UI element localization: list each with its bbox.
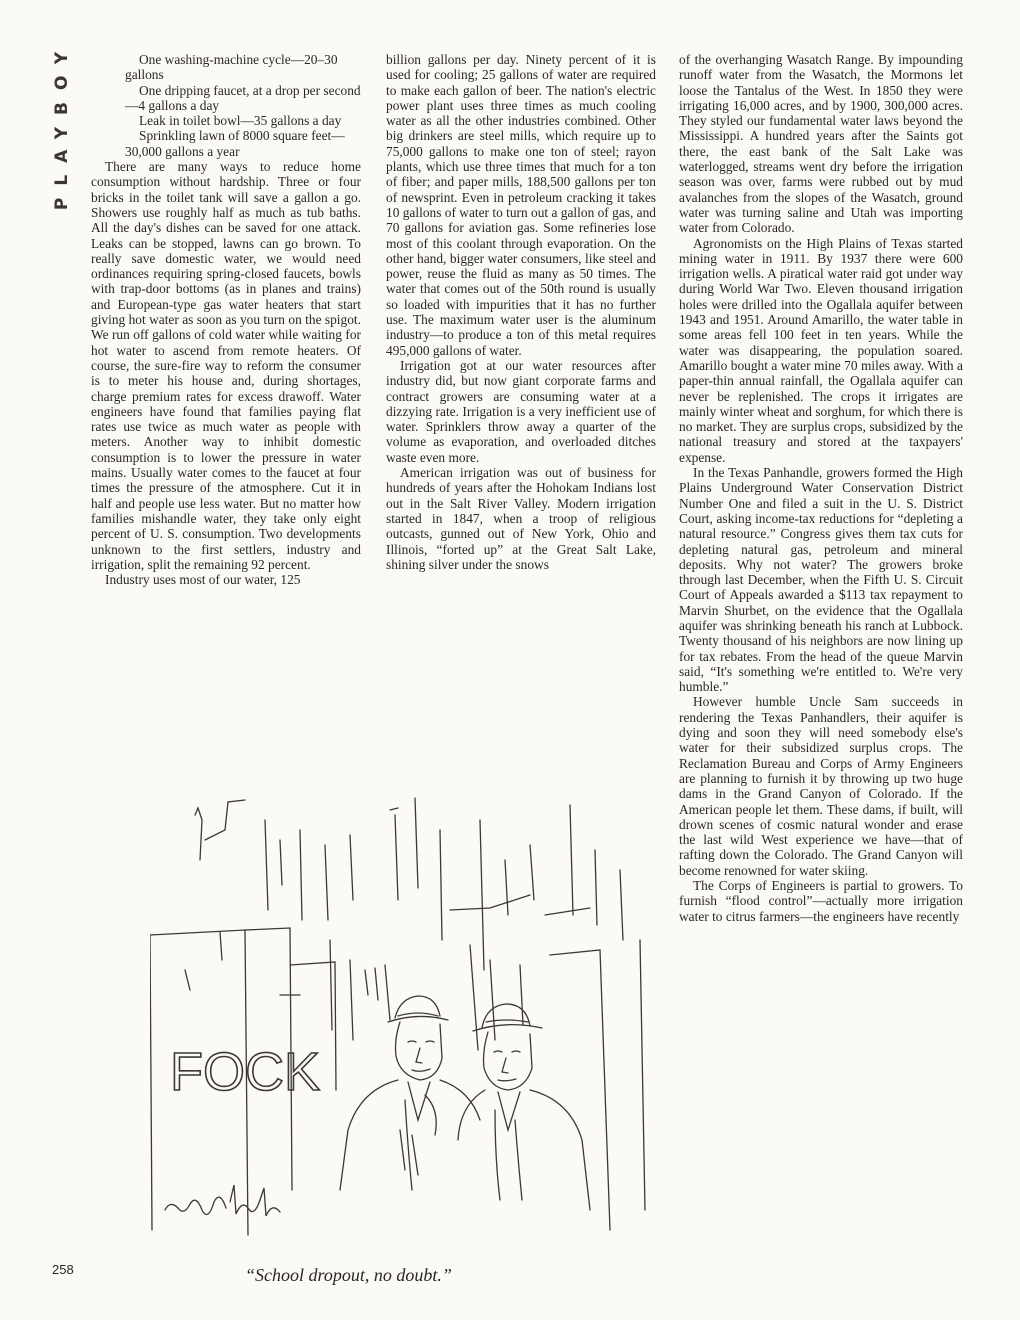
- article-paragraph: of the overhanging Wasatch Range. By impounding runoff water from the Wasatch, the Mormons let loose the Tantalus of the West. In 1850 they were irrigating 16,000 acres, and by 1900, 300,000 acres. They styled our fundamental water laws beyond the Mississippi. A hundred years after the Saints got there, the east bank of the Salt Lake was waterlogged, streams went dry before the irrigation season was over, farms were rubbed out by mud avalanches from the slopes of the Wasatch, ground water was turning saline and Utah was importing water from Colorado.: [679, 52, 963, 236]
- article-column-1: [91, 52, 361, 587]
- article-paragraph: Agronomists on the High Plains of Texas started mining water in 1911. By 1937 there were 600 irrigation wells. A piratical water raid got under way during World War Two. Eleven thousand irrigation holes were drilled into the Ogallala aquifer between 1943 and 1951. Around Amarillo, the water table in some areas fell 100 feet in ten years. While the water was disappearing, the population soared. Amarillo bought a water mine 70 miles away. With a paper-thin annual rainfall, the Ogallala aquifer can never be replenished. The crops it irrigates are mainly winter wheat and sorghum, for which there is no market. They are surplus crops, subsidized by the national treasury and stored at the taxpayers' expense.: [679, 235, 963, 465]
- magazine-side-label: [50, 40, 74, 210]
- water-usage-stat: Leak in toilet bowl—35 gallons a day: [139, 113, 342, 129]
- article-paragraph: In the Texas Panhandle, growers formed the High Plains Underground Water Conservation District Number One and filed a suit in the U. S. District Court, asking income-tax reductions for “depleting a natural resource.” Congress gives them tax cuts for depleting natural gas, petroleum and mineral deposits. Why not water? The growers broke through last December, when the Fifth U. S. Circuit Court of Appeals awarded a $113 tax repayment to Marvin Shurbet, on the evidence that the Ogallala aquifer was shrinking beneath his ranch at Lubbock. Twenty thousand of his neighbors are now lining up for tax rebates. From the head of the queue Marvin said, “It's something we're entitled to. We're very humble.”: [679, 465, 963, 695]
- article-paragraph: American irrigation was out of business for hundreds of years after the Hohokam Indians lost out in the Salt River Valley. Modern irrigation started in 1847, when a troop of religious outcasts, gunned out of New York, Ohio and Illinois, “forted up” at the Great Salt Lake, shining silver under the snows: [386, 465, 656, 572]
- article-paragraph: Industry uses most of our water, 125: [105, 572, 301, 588]
- water-usage-stat: One dripping faucet, at a drop per second—4 gallons a day: [125, 82, 361, 113]
- page-number: 258: [52, 1262, 74, 1277]
- cartoon-caption: “School dropout, no doubt.”: [245, 1265, 452, 1285]
- article-paragraph: Irrigation got at our water resources after industry did, but now giant corporate farms and contract growers are consuming water at a dizzying rate. Irrigation is a very inefficient use of water. Sprinklers throw away a quarter of the volume as evaporation, and overloaded ditches waste even more.: [386, 357, 656, 465]
- article-paragraph: billion gallons per day. Ninety percent of it is used for cooling; 25 gallons of water are required to make each gallon of beer. The nation's electric power plant uses three times as much cooling water as all the other industries combined. Other big drinkers are steel mills, which require up to 75,000 gallons to make one ton of steel; rayon plants, which use three times that much for a ton of fiber; and paper mills, 188,500 gallons per ton of newsprint. Even in petroleum cracking it takes 10 gallons of water to turn out a gallon of gas, and 70 gallons for aviation gas. Some refineries lose most of this coolant through evaporation. On the other hand, bigger water consumers, like steel and power, reuse the fluid as many as 50 times. The water that comes out of the 50th round is usually so loaded with impurities that it has no further use. The maximum water user is the aluminum industry—to produce a ton of this metal requires 495,000 gallons of water.: [386, 52, 656, 358]
- article-paragraph: The Corps of Engineers is partial to growers. To furnish “flood control”—actually more irrigation water to citrus farmers—the engineers have recently: [679, 878, 963, 924]
- article-column-2: [386, 52, 656, 572]
- water-usage-stat: Sprinkling lawn of 8000 square feet—30,000 gallons a year: [125, 128, 345, 159]
- water-usage-stat: One washing-machine cycle—20–30 gallons: [125, 52, 338, 83]
- article-paragraph: There are many ways to reduce home consumption without hardship. Three or four bricks in the toilet tank will save a gallon a go. Showers use roughly half as much as tub baths. All the day's dishes can be saved for one attack. Leaks can be stopped, lawns can go brown. To really save domestic water, we would need ordinances requiring spring-closed faucets, bowls with trap-door bottoms (as in planes and trains) and European-type gas water heaters that start giving hot water as soon as you turn on the spigot. We run off gallons of cold water while waiting for hot water to ascend from remote heaters. Of course, the sure-fire way to reform the consumer is to meter his house and, during shortages, charge premium rates for excess drawoff. Water engineers have found that families paying flat rates use twice as much water as people with meters. Another way to inhibit domestic consumption is to lower the pressure in water mains. Usually water comes to the faucet at four times the pressure of the atmosphere. Cut it in half and people use less water. But no matter how families mishandle water, they take only eight percent of U. S. consumption. Two developments unknown to the first settlers, industry and irrigation, split the remaining 92 percent.: [91, 159, 361, 572]
- article-paragraph: However humble Uncle Sam succeeds in rendering the Texas Panhandlers, their aquifer is dying and soon they will need somebody else's water for their subsidized surplus crops. The Reclamation Bureau and Corps of Army Engineers are planning to furnish it by throwing up two huge dams in the Grand Canyon of Colorado. If the American people let them. These dams, if built, will drown scenes of cosmic natural wonder and erase the last wild West experience we have—that of rafting down the Colorado. The Grand Canyon will become renowned for water skiing.: [679, 694, 963, 878]
- cartoon-drawing: [150, 790, 660, 1250]
- wall-graffiti: FOCK: [170, 1042, 321, 1102]
- cartoon-illustration: [150, 790, 660, 1250]
- magazine-name: PLAYBOY: [52, 39, 72, 211]
- article-column-3: [679, 52, 963, 924]
